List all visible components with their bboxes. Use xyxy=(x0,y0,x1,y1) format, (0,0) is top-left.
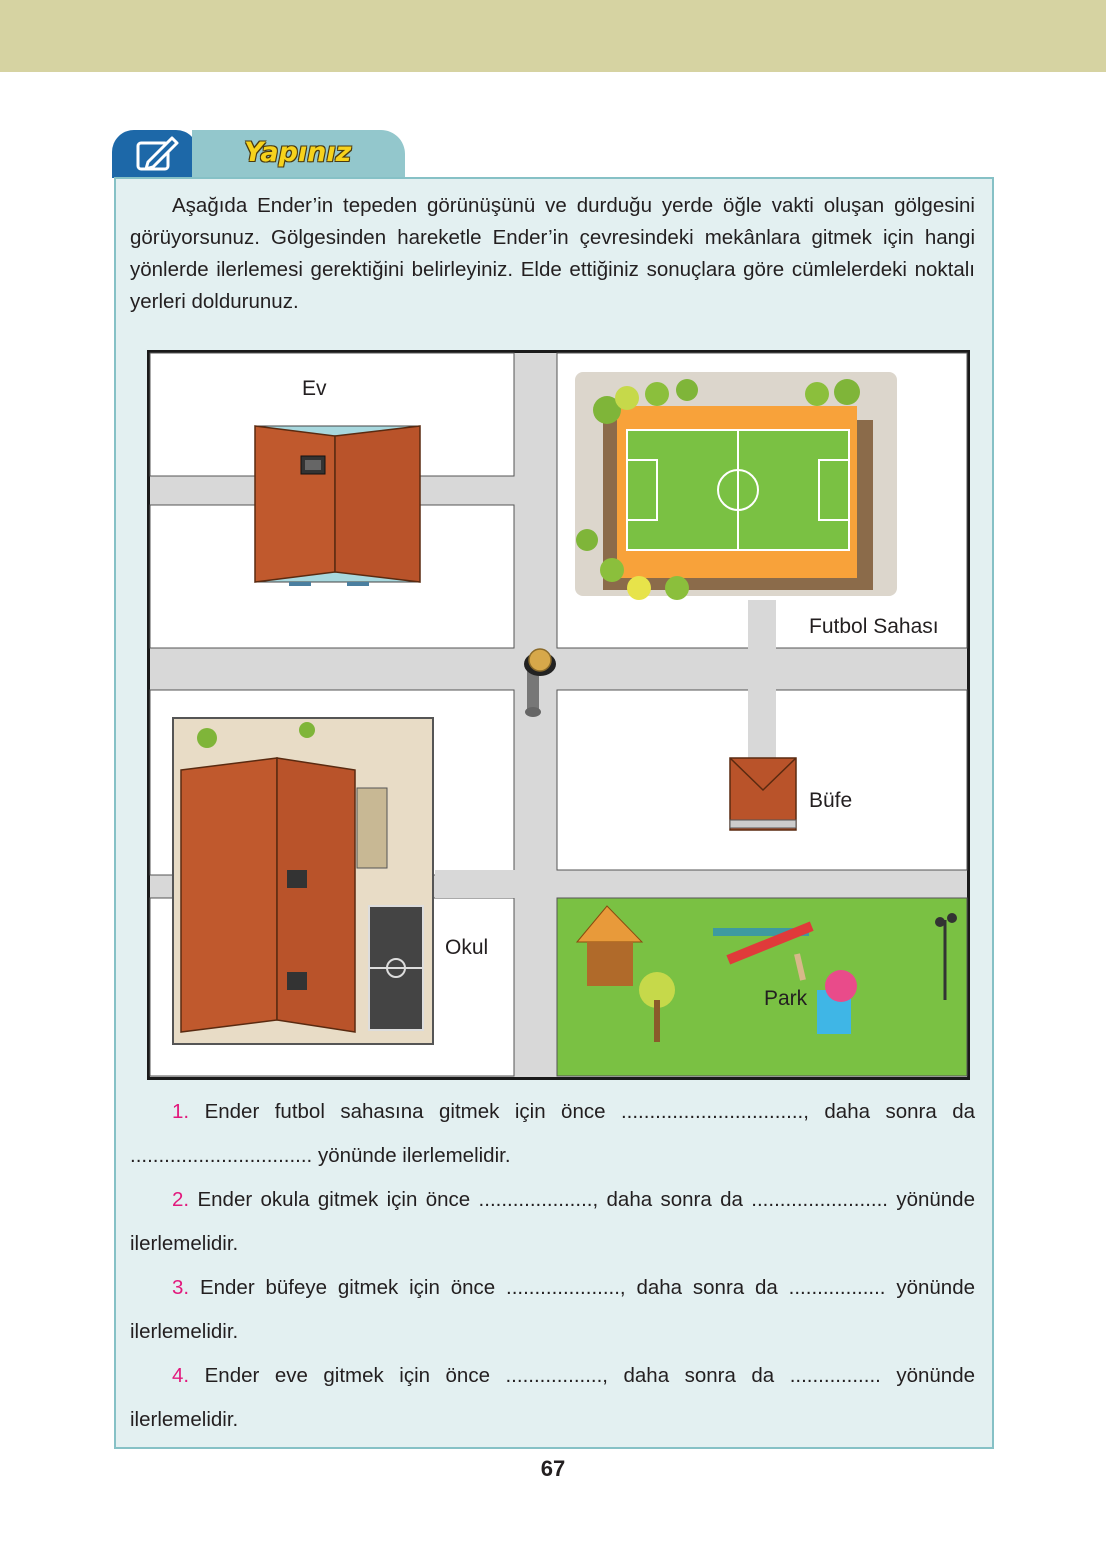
top-band xyxy=(0,0,1106,72)
park-area xyxy=(557,898,967,1080)
school-building xyxy=(173,718,433,1044)
question-2-text: Ender okula gitmek için önce ...................., daha sonra da ........................ yönünde ilerlemelidir. xyxy=(130,1188,975,1255)
intro-text: Aşağıda Ender’in tepeden görünüşünü ve durduğu yerde öğle vakti oluşan gölgesini görüyorsunuz. Gölgesinden hareketle Ender’in çevresindeki mekânlara gitmek için hangi yönlerde ilerlemesi gerektiğini belirleyiniz. Elde ettiğiniz sonuçlara göre cümlelerdeki noktalı yerleri doldurunuz. xyxy=(130,194,975,313)
question-2-number: 2. xyxy=(172,1188,190,1211)
house-roof xyxy=(255,426,420,586)
question-1-text: Ender futbol sahasına gitmek için önce ................................, daha sonra da ................................ yönünde ilerlemelidir. xyxy=(130,1100,975,1167)
exercise-tab xyxy=(192,130,405,178)
label-kiosk: Büfe xyxy=(809,789,853,812)
question-1-number: 1. xyxy=(172,1100,190,1123)
neighborhood-map xyxy=(147,350,970,1080)
label-park: Park xyxy=(764,987,808,1010)
question-3 xyxy=(130,1266,975,1354)
road-stub-kiosk xyxy=(748,688,776,758)
label-field: Futbol Sahası xyxy=(809,615,939,638)
label-school: Okul xyxy=(445,936,489,959)
question-3-number: 3. xyxy=(172,1276,190,1299)
question-4-number: 4. xyxy=(172,1364,190,1387)
exercise-tab-icon xyxy=(112,130,198,178)
road-stub-field xyxy=(748,600,776,650)
question-1 xyxy=(130,1090,975,1178)
question-4 xyxy=(130,1354,975,1442)
football-field xyxy=(575,372,897,600)
road-stub-school xyxy=(435,870,517,898)
page-number: 67 xyxy=(540,1456,566,1481)
question-4-text: Ender eve gitmek için önce ................., daha sonra da ................ yönünde ilerlemelidir. xyxy=(130,1364,975,1431)
label-home: Ev xyxy=(302,377,327,400)
kiosk-building xyxy=(730,758,796,830)
question-2 xyxy=(130,1178,975,1266)
question-3-text: Ender büfeye gitmek için önce ...................., daha sonra da ................. yönünde ilerlemelidir. xyxy=(130,1276,975,1343)
section-title: Yapınız xyxy=(244,137,352,168)
pencil-notebook-icon xyxy=(112,130,198,178)
